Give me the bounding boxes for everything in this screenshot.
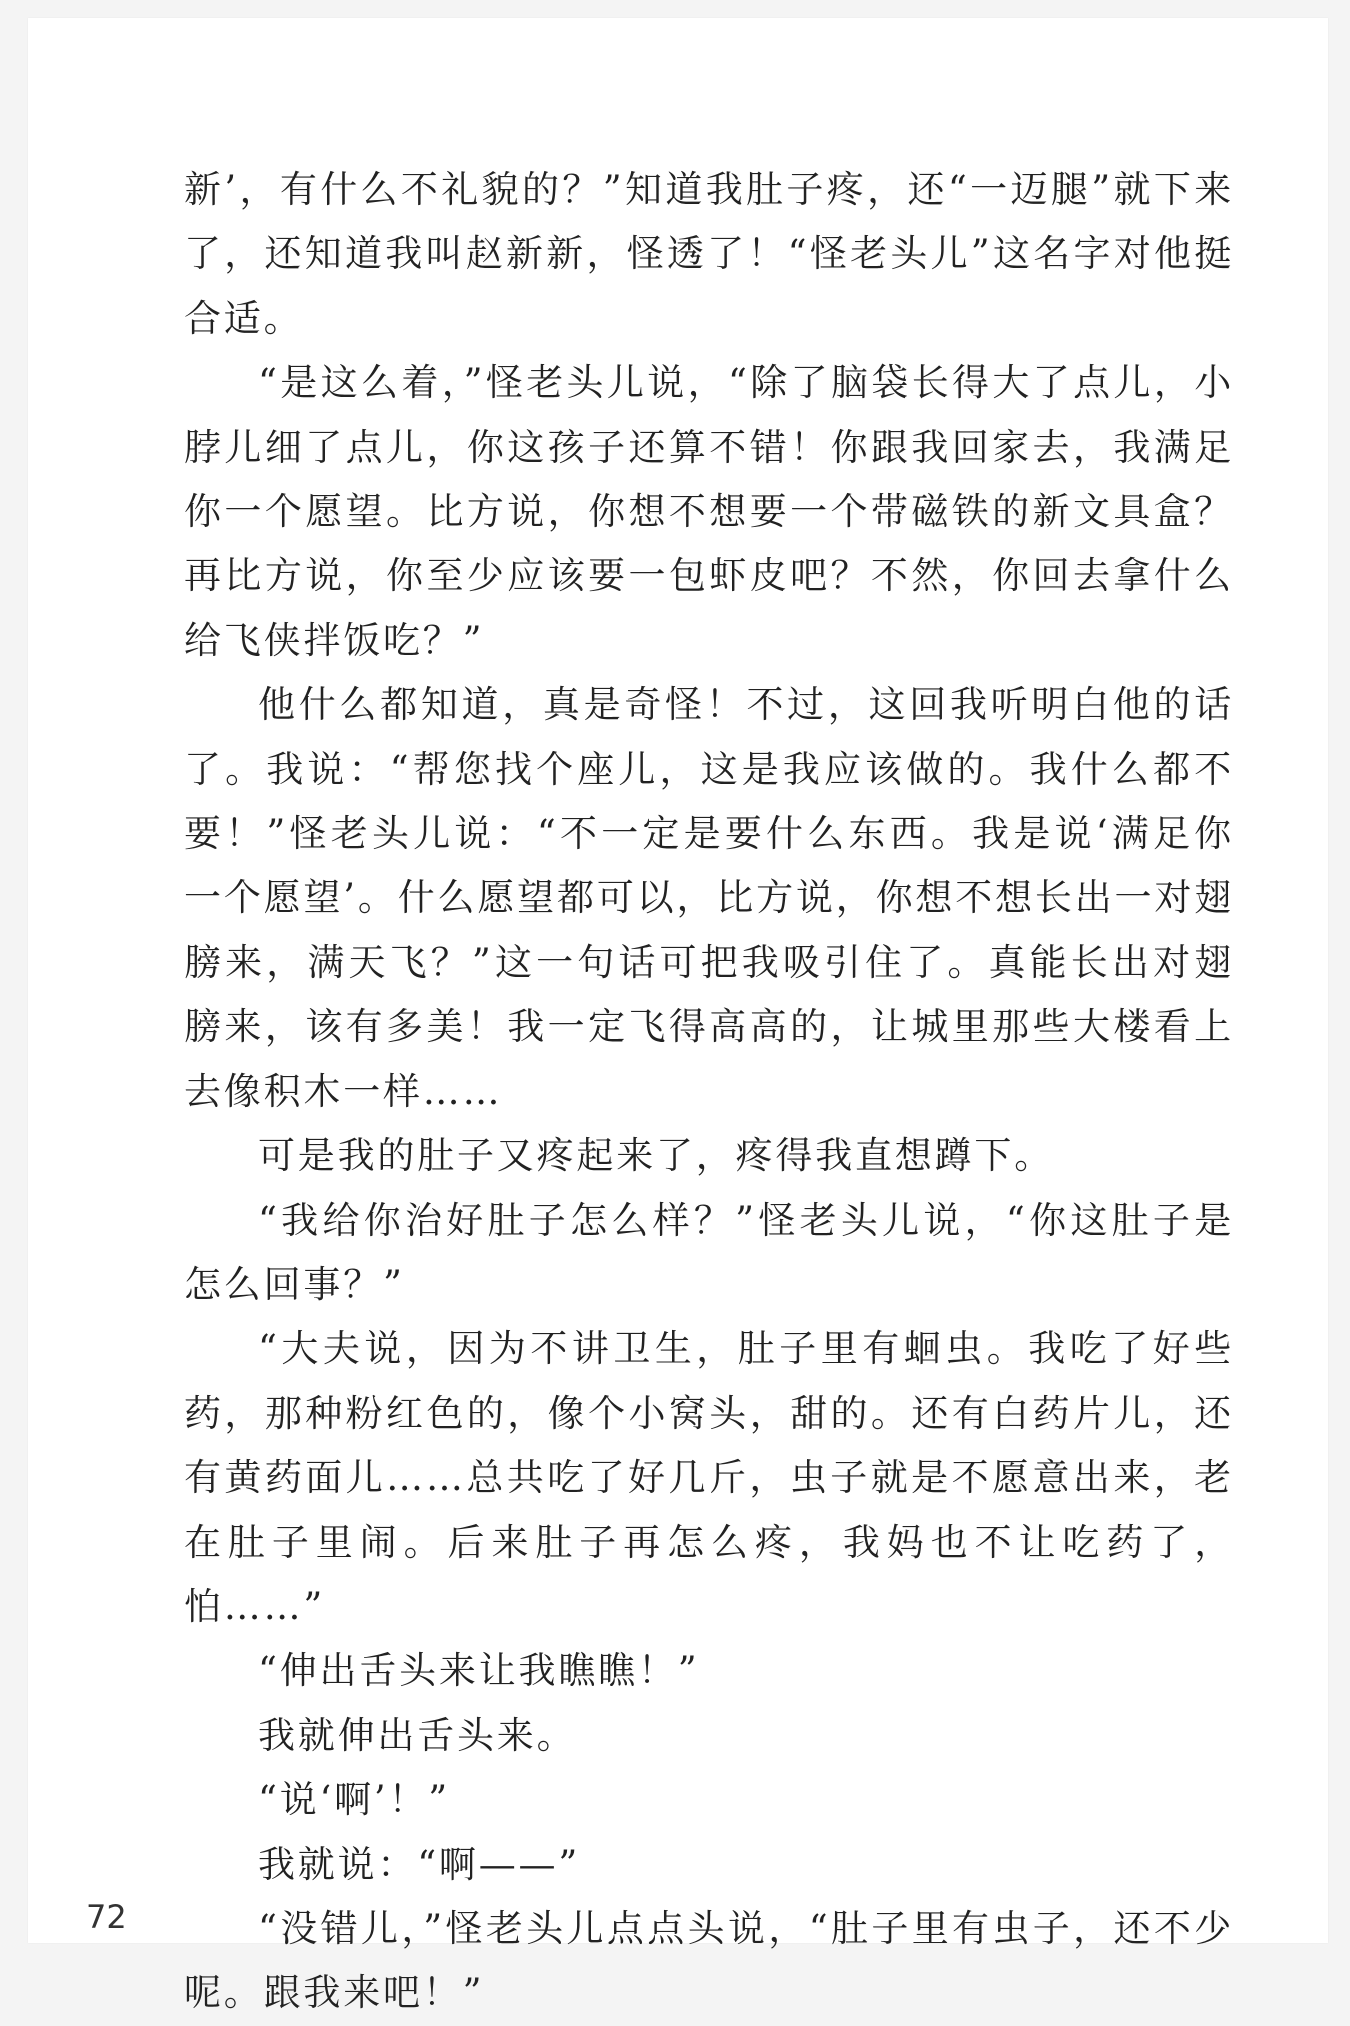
paragraph-10: 我就说：“啊——” [258,1842,581,1886]
paragraph-7: “伸出舌头来让我瞧瞧！” [258,1649,700,1693]
book-page [28,18,1328,2015]
paragraph-3: 他什么都知道，真是奇怪！不过，这回我听明白他的话了。我说：“帮您找个座儿，这是我应该做的。我什么都不要！”怪老头儿说：“不一定是要什么东西。我是说‘满足你一个愿望’。什么愿望都可以，比方说，你想不想长出一对翅膀来，满天飞？”这一句话可把我吸引住了。真能长出对翅膀来，该有多美！我一定飞得高高的，让城里那些大楼看上去像积木一样…… [184,683,1234,1113]
paragraph-4: 可是我的肚子又疼起来了，疼得我直想蹲下。 [258,1134,1054,1178]
paragraph-5: “我给你治好肚子怎么样？”怪老头儿说，“你这肚子是怎么回事？” [184,1198,1234,1306]
paragraph-2: “是这么着，”怪老头儿说，“除了脑袋长得大了点儿，小脖儿细了点儿，你这孩子还算不错！你跟我回家去，我满足你一个愿望。比方说，你想不想要一个带磁铁的新文具盒？再比方说，你至少应该要一包虾皮吧？不然，你回去拿什么给飞侠拌饭吃？” [184,361,1234,662]
body-text [184,158,1234,2026]
paragraph-6: “大夫说，因为不讲卫生，肚子里有蛔虫。我吃了好些药，那种粉红色的，像个小窝头，甜的。还有白药片儿，还有黄药面儿……总共吃了好几斤，虫子就是不愿意出来，老在肚子里闹。后来肚子再怎么疼，我妈也不让吃药了，怕……” [184,1327,1234,1628]
paragraph-9: “说‘啊’！” [258,1778,450,1822]
paragraph-1: 新’，有什么不礼貌的？”知道我肚子疼，还“一迈腿”就下来了，还知道我叫赵新新，怪透了！“怪老头儿”这名字对他挺合适。 [184,168,1234,340]
paragraph-11: “没错儿，”怪老头儿点点头说，“肚子里有虫子，还不少呢。跟我来吧！” [184,1906,1234,2015]
page-number: 72 [86,1898,127,1936]
paragraph-8: 我就伸出舌头来。 [258,1713,577,1757]
